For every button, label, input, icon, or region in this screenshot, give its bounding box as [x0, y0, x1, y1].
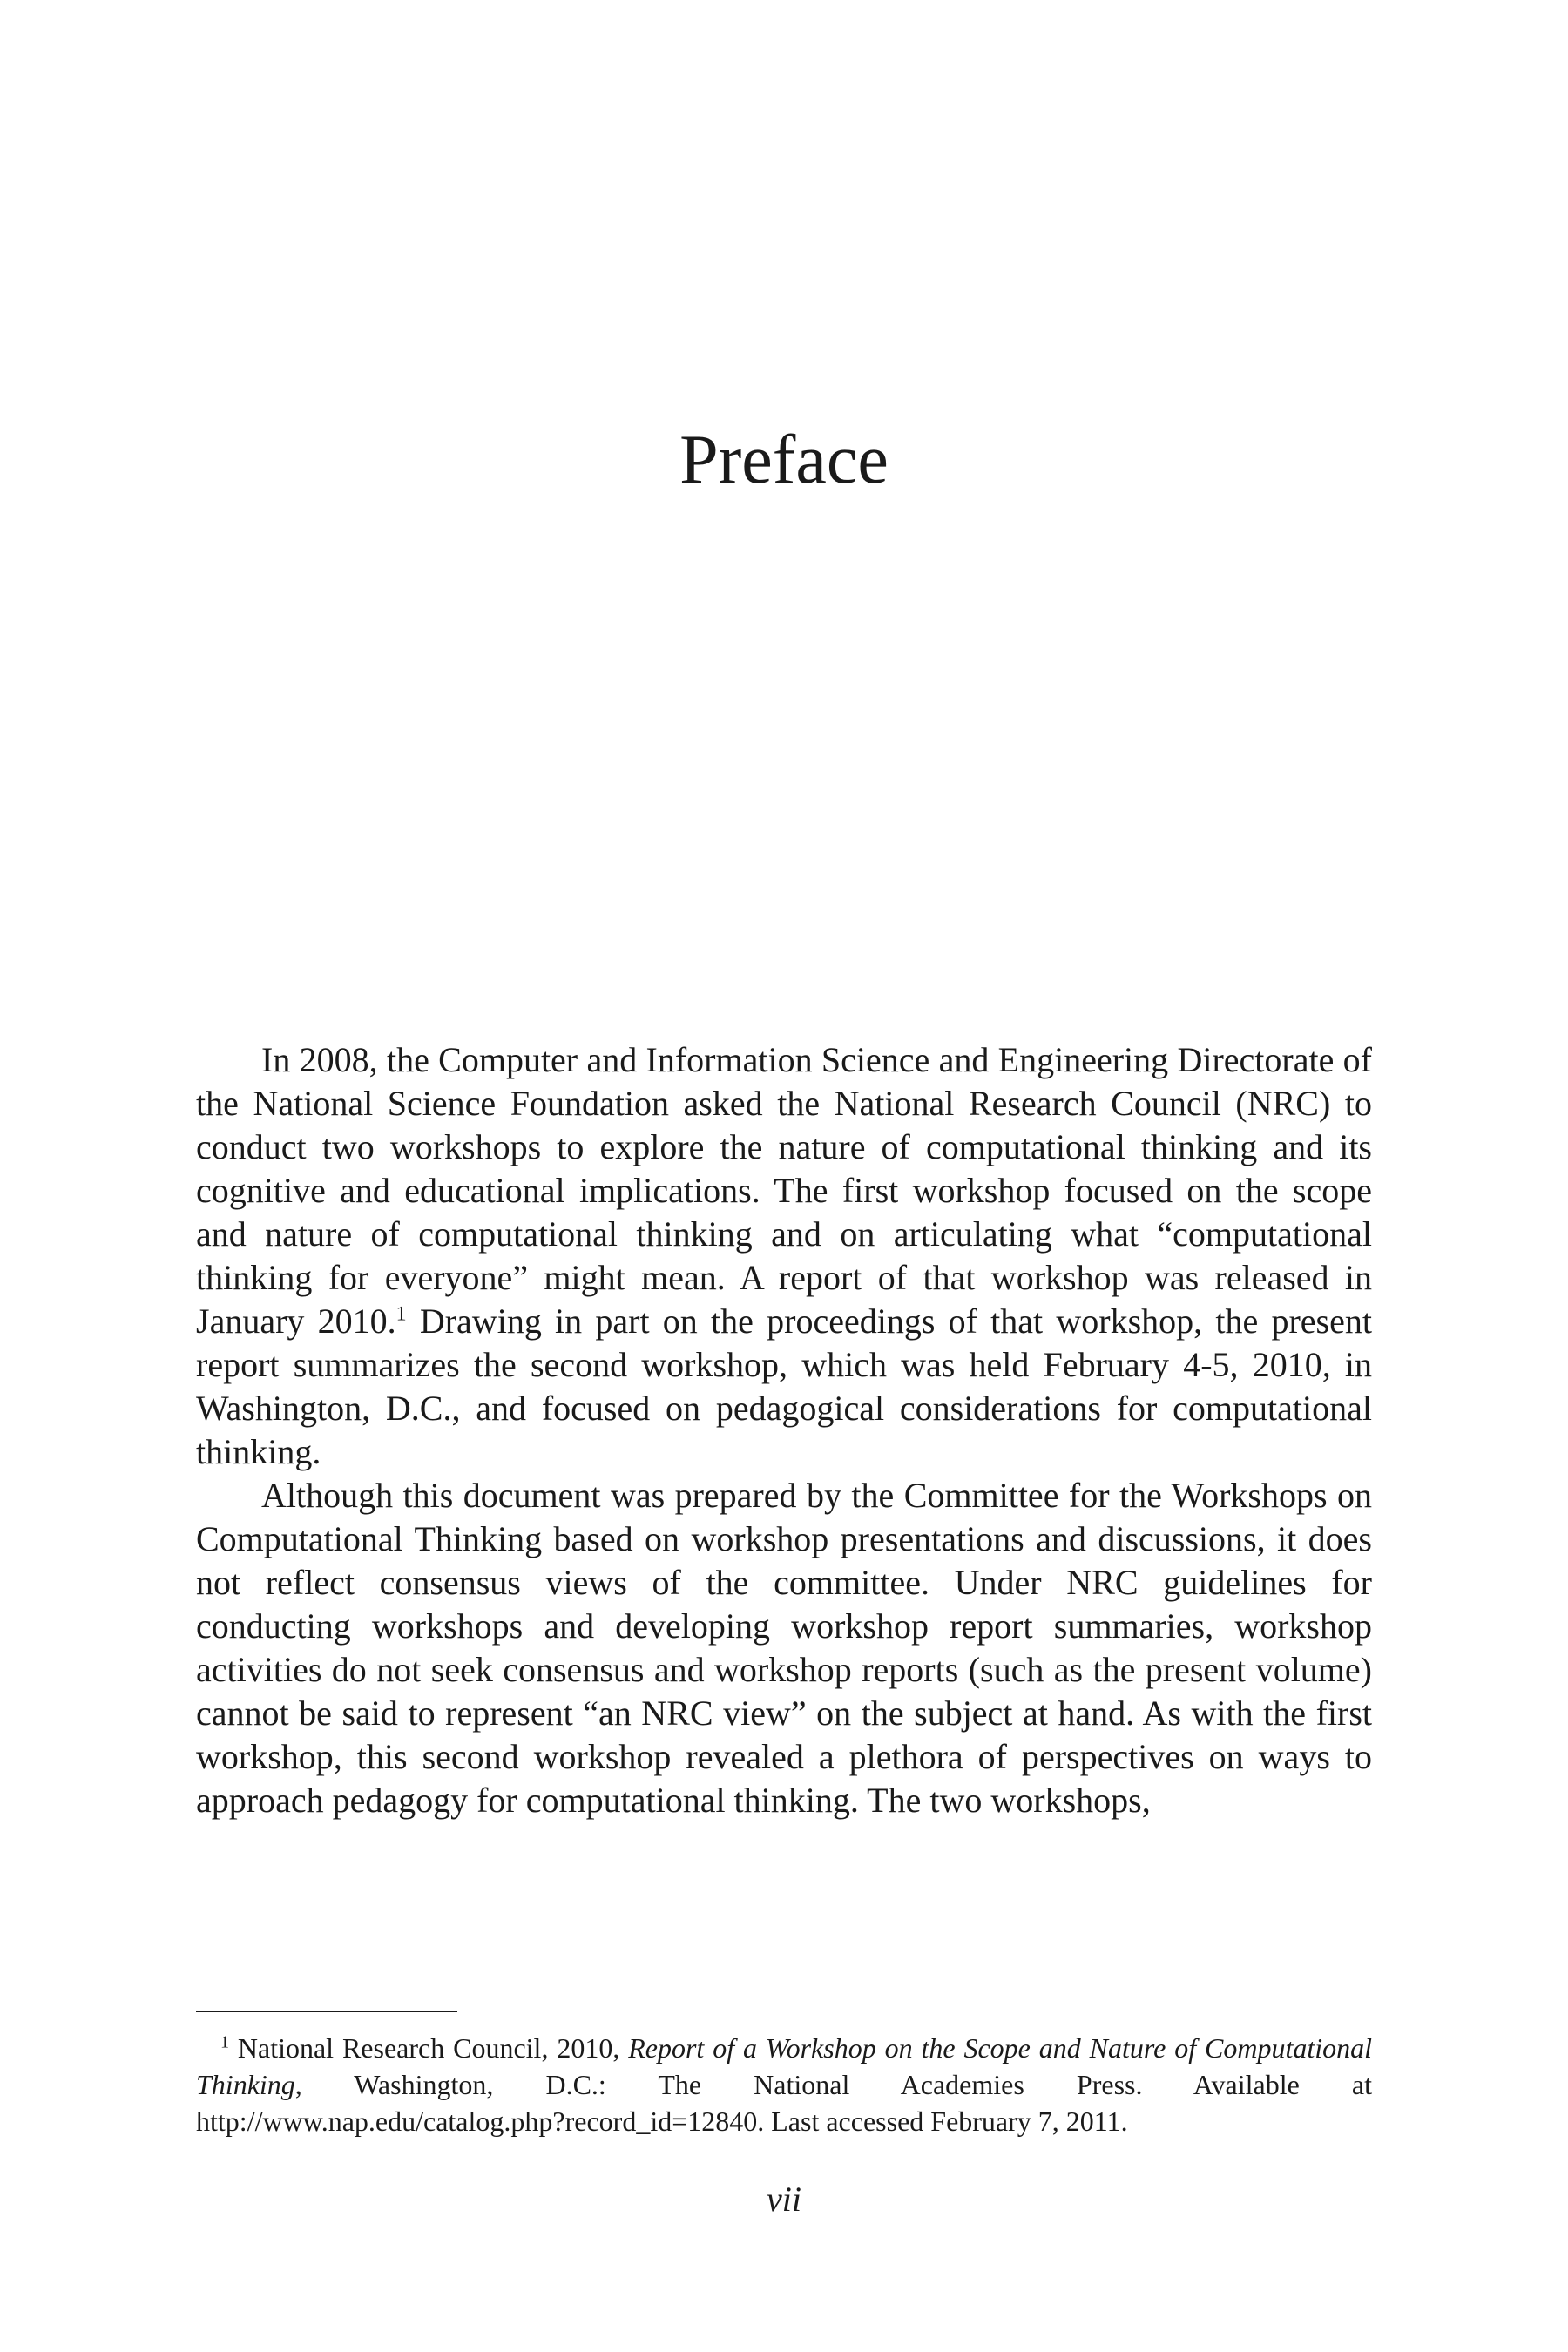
footnote-divider: [196, 2011, 457, 2012]
footnote-text: National Research Council, 2010,: [229, 2032, 629, 2064]
paragraph-1-text: In 2008, the Computer and Information Science and Engineering Directorate of the National Science Foundation asked the National Research Council (NRC) to conduct two workshops to explore the nature of computational thinking and its cognitive and educational implications. The first workshop focused on the scope and nature of computational thinking and on articulating what “computational thinking for everyone” might mean. A report of that workshop was released in January 2010.: [196, 1040, 1372, 1341]
page-number: vii: [767, 2180, 801, 2219]
footnote-cited-title: Report of a Workshop on the Scope and Nature of Computational Thinking: [196, 2032, 1373, 2100]
paragraph-1: [196, 1038, 1372, 1474]
footnote: [196, 2030, 1372, 2139]
paragraph-1-continuation: Drawing in part on the proceedings of that workshop, the present report summarizes the second workshop, which was held February 4-5, 2010, in Washington, D.C., and focused on pedagogical considerations for computational thinking.: [196, 1301, 1372, 1471]
footnote-marker: 1: [220, 2032, 229, 2052]
page-title: Preface: [679, 422, 889, 498]
footnote-text-continuation: , Washington, D.C.: The National Academies Press. Available at http://www.nap.edu/catalog.php?record_id=12840. Last accessed February 7, 2011.: [196, 2069, 1372, 2137]
body-text: [196, 1038, 1372, 1822]
footnote-reference[interactable]: 1: [395, 1302, 407, 1326]
paragraph-2: Although this document was prepared by the Committee for the Workshops on Computational Thinking based on workshop presentations and discussions, it does not reflect consensus views of the committee. Under NRC guidelines for conducting workshops and developing workshop report summaries, workshop activities do not seek consensus and workshop reports (such as the present volume) cannot be said to represent “an NRC view” on the subject at hand. As with the first workshop, this second workshop revealed a plethora of perspectives on ways to approach pedagogy for computational thinking. The two workshops,: [196, 1476, 1372, 1820]
